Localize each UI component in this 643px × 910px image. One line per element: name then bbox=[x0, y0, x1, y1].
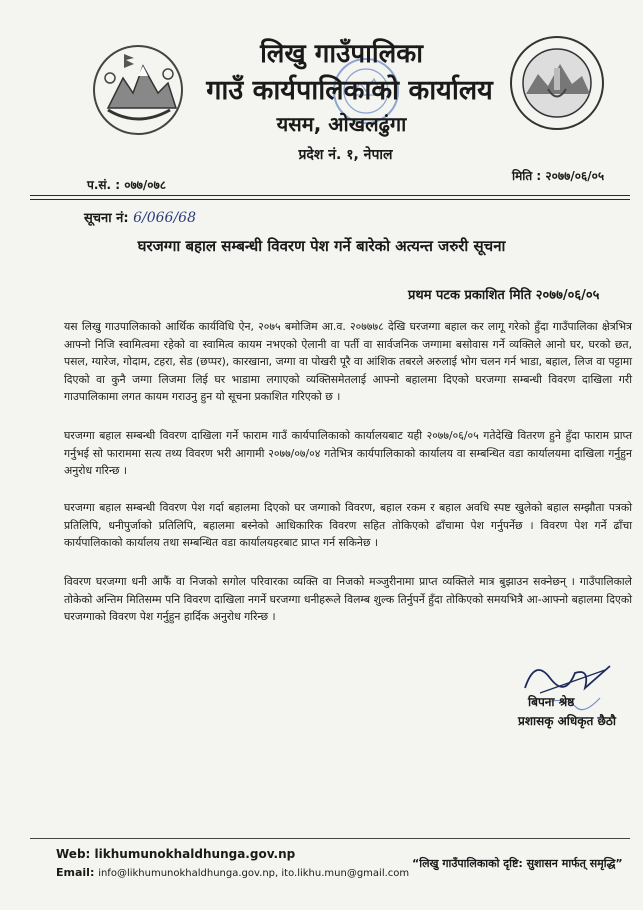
footer-website bbox=[56, 847, 295, 861]
letter-date: मिति : २०७७/०६/०५ bbox=[512, 169, 605, 183]
signatory-title: प्रशासकृ अधिकृत छैठौ bbox=[518, 714, 616, 728]
office-location: यसम, ओखलढुंगा bbox=[276, 112, 407, 136]
body-paragraph: यस लिखु गाउपालिकाको आर्थिक कार्यविधि ऐन, २०७५ बमोजिम आ.व. २०७७७८ देखि घरजग्गा बहाल कर लागू गरेको हुँदा गाउँपालिका क्षेत्रभित्र आफ्नो निजि स्वामित्वमा रहेको वा स्वामित्व कायम नभएको ऐलानी वा पर्ती वा सार्वजनिक जग्गामा बसोवास गर्ने व्यक्तिले आनो घर, घरको छत, पसल, ग्यारेज, गोदाम, टहरा, सेड (छप्पर), कारखाना, जग्गा वा पोखरी पूरै वा आंशिक तबरले अरुलाई भोग चलन गर्न भाडा, बहाल, लिज वा पट्टामा दिएको वा कुनै जग्गा लिजमा लिई घर भाडामा लगाएको व्यक्तिसमेतलाई आफ्नो बहालमा दिएको घरजग्गा सम्बन्धी विवरण दाखिला गरी गाउपालिकामा लगत कायम गराउनु हुन यो सूचना प्रकाशित गरिएको छ । bbox=[64, 320, 632, 403]
published-date: प्रथम पटक प्रकाशित मिति २०७७/०६/०५ bbox=[408, 288, 600, 303]
footer-email bbox=[56, 866, 409, 879]
body-paragraph: घरजग्गा बहाल सम्बन्धी विवरण पेश गर्दा बहालमा दिएको घर जग्गाको विवरण, बहाल रकम र बहाल अवधि स्पष्ट खुलेको बहाल सम्झौता पत्रको प्रतिलिपि, धनीपुर्जाको प्रतिलिपि, बहालमा बस्नेको आधिकारिक विवरण सहित तोकिएको ढाँचामा पेश गर्नुपर्नेछ । विवरण पेश गर्ने ढाँचा कार्यपालिकाको कार्यालय तथा सम्बन्धित वडा कार्यालयहरबाट प्राप्त गर्न सकिनेछ । bbox=[64, 501, 632, 549]
email-link[interactable]: info@likhumunokhaldhunga.gov.np, ito.likhu.mun@gmail.com bbox=[98, 868, 410, 879]
header-divider-thin bbox=[30, 199, 630, 200]
signatory-name: बिपना श्रेष्ठ bbox=[528, 695, 575, 709]
fiscal-year-ref: प.सं. : ०७७/०७८ bbox=[87, 178, 167, 192]
province-label: प्रदेश नं. १, नेपाल bbox=[298, 147, 393, 163]
footer-divider bbox=[30, 838, 630, 839]
web-label: Web: bbox=[56, 847, 91, 861]
header-divider bbox=[30, 195, 630, 196]
notice-number-label: सूचना नं: bbox=[84, 211, 129, 226]
footer-motto: “लिखु गाउँपालिकाको दृष्टि: सुशासन मार्फत् समृद्धि” bbox=[412, 857, 623, 870]
body-paragraph: घरजग्गा बहाल सम्बन्धी विवरण दाखिला गर्ने फाराम गाउँ कार्यपालिकाको कार्यालयबाट यही २०७७/०६/०५ गतेदेखि वितरण हुने हुँदा फाराम प्राप्त गर्नुभई सो फाराममा सत्य तथ्य विवरण भरी आगामी २०७७/०७/०४ गतेभित्र कार्यपालिकाको कार्यालय वा सम्बन्धित वडा कार्यालयमा दाखिला गर्नुहुन अनुरोध गरिन्छ । bbox=[64, 429, 632, 477]
municipality-name: लिखु गाउँपालिका bbox=[260, 39, 423, 69]
email-label: Email: bbox=[56, 866, 95, 879]
web-link[interactable]: likhumunokhaldhunga.gov.np bbox=[94, 847, 296, 861]
body-paragraph: विवरण घरजग्गा धनी आफैं वा निजको सगोल परिवारका व्यक्ति वा निजको मञ्जुरीनामा प्राप्त व्यक्तिले मात्र बुझाउन सक्नेछन् । गाउँपालिकाले तोकेको अन्तिम मितिसम्म पनि विवरण दाखिला नगर्ने घरजग्गा धनीहरूले विलम्ब शुल्क तिर्नुपर्ने हुँदा तोकिएको समयभित्रै आ-आफ्नो बहालमा दिएको घरजग्गाको विवरण पेश गर्नुहुन हार्दिक अनुरोध गरिन्छ । bbox=[64, 575, 632, 623]
notice-number-value: 6/066/68 bbox=[133, 210, 196, 226]
notice-subject: घरजग्गा बहाल सम्बन्धी विवरण पेश गर्ने बारेको अत्यन्त जरुरी सूचना bbox=[137, 237, 506, 255]
notice-number bbox=[84, 208, 196, 226]
office-name: गाउँ कार्यपालिकाको कार्यालय bbox=[206, 75, 493, 106]
